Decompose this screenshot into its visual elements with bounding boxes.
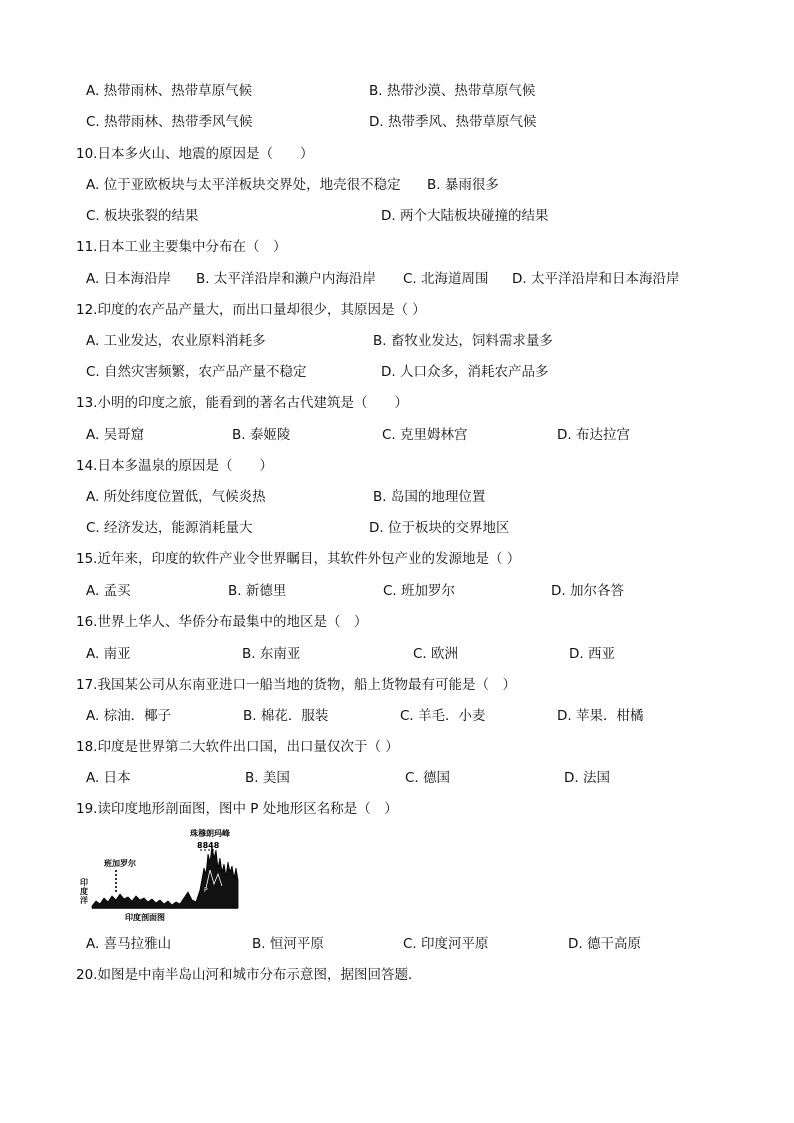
q18-option-a: A. 日本 <box>86 770 131 786</box>
q14-stem: 14.日本多温泉的原因是（ ） <box>76 458 273 474</box>
india-profile-svg <box>80 828 242 924</box>
q10-option-d: D. 两个大陆板块碰撞的结果 <box>381 208 549 224</box>
q19-option-a: A. 喜马拉雅山 <box>86 936 172 952</box>
q9-option-c: C. 热带雨林、热带季风气候 <box>86 114 253 130</box>
q13-stem: 13.小明的印度之旅，能看到的著名古代建筑是（ ） <box>76 395 408 411</box>
p-label: P <box>204 887 208 894</box>
q19-stem: 19.读印度地形剖面图，图中 P 处地形区名称是（ ） <box>76 801 398 817</box>
q17-stem: 17.我国某公司从东南亚进口一船当地的货物，船上货物最有可能是（ ） <box>76 677 516 693</box>
q15-option-b: B. 新德里 <box>228 583 287 599</box>
q15-stem: 15.近年来，印度的软件产业令世界瞩目，其软件外包产业的发源地是（ ） <box>76 551 521 567</box>
q9-option-b: B. 热带沙漠、热带草原气候 <box>369 83 536 99</box>
q19-option-b: B. 恒河平原 <box>252 936 324 952</box>
ocean-label: 印度洋 <box>80 878 88 905</box>
q20-stem: 20.如图是中南半岛山河和城市分布示意图，据图回答题. <box>76 967 413 983</box>
q19-option-d: D. 德干高原 <box>568 936 641 952</box>
q11-option-d: D. 太平洋沿岸和日本海沿岸 <box>512 271 680 287</box>
q18-option-d: D. 法国 <box>564 770 610 786</box>
q17-option-d: D. 苹果．柑橘 <box>557 708 644 724</box>
q12-option-d: D. 人口众多，消耗农产品多 <box>381 364 549 380</box>
city-label: 班加罗尔 <box>104 859 136 868</box>
q11-option-b: B. 太平洋沿岸和濑户内海沿岸 <box>196 271 376 287</box>
q9-option-a: A. 热带雨林、热带草原气候 <box>86 83 253 99</box>
q10-option-a: A. 位于亚欧板块与太平洋板块交界处，地壳很不稳定 <box>86 177 401 193</box>
q17-option-a: A. 棕油．椰子 <box>86 708 172 724</box>
q14-option-b: B. 岛国的地理位置 <box>373 489 486 505</box>
q12-stem: 12.印度的农产品产量大，而出口量却很少，其原因是（ ） <box>76 302 426 318</box>
q15-option-a: A. 孟买 <box>86 583 131 599</box>
india-profile-figure <box>80 828 242 924</box>
q13-option-c: C. 克里姆林宫 <box>382 427 468 443</box>
q16-option-a: A. 南亚 <box>86 646 131 662</box>
q11-option-c: C. 北海道周围 <box>403 271 489 287</box>
q14-option-d: D. 位于板块的交界地区 <box>369 520 510 536</box>
q12-option-a: A. 工业发达，农业原料消耗多 <box>86 333 266 349</box>
peak-height: 8848 <box>197 841 220 850</box>
q18-stem: 18.印度是世界第二大软件出口国，出口量仅次于（ ） <box>76 739 399 755</box>
q19-option-c: C. 印度河平原 <box>403 936 489 952</box>
q10-option-c: C. 板块张裂的结果 <box>86 208 199 224</box>
q15-option-c: C. 班加罗尔 <box>383 583 456 599</box>
q14-option-c: C. 经济发达，能源消耗量大 <box>86 520 253 536</box>
peak-label: 珠穆朗玛峰 <box>190 829 230 838</box>
q15-option-d: D. 加尔各答 <box>551 583 624 599</box>
q13-option-d: D. 布达拉宫 <box>557 427 630 443</box>
q10-stem: 10.日本多火山、地震的原因是（ ） <box>76 146 314 162</box>
q11-option-a: A. 日本海沿岸 <box>86 271 172 287</box>
q14-option-a: A. 所处纬度位置低，气候炎热 <box>86 489 266 505</box>
figure-caption: 印度剖面图 <box>125 913 165 922</box>
terrain-profile <box>92 846 238 908</box>
q12-option-b: B. 畜牧业发达，饲料需求量多 <box>373 333 553 349</box>
q11-stem: 11.日本工业主要集中分布在（ ） <box>76 239 287 255</box>
q17-option-b: B. 棉花．服装 <box>243 708 329 724</box>
q16-stem: 16.世界上华人、华侨分布最集中的地区是（ ） <box>76 614 368 630</box>
q17-option-c: C. 羊毛．小麦 <box>400 708 486 724</box>
q18-option-c: C. 德国 <box>405 770 451 786</box>
q16-option-d: D. 西亚 <box>569 646 615 662</box>
q13-option-a: A. 吴哥窟 <box>86 427 145 443</box>
q16-option-c: C. 欧洲 <box>413 646 459 662</box>
q18-option-b: B. 美国 <box>245 770 290 786</box>
q16-option-b: B. 东南亚 <box>242 646 301 662</box>
q9-option-d: D. 热带季风、热带草原气候 <box>369 114 537 130</box>
q12-option-c: C. 自然灾害频繁，农产品产量不稳定 <box>86 364 307 380</box>
q13-option-b: B. 泰姬陵 <box>232 427 291 443</box>
q10-option-b: B. 暴雨很多 <box>427 177 499 193</box>
